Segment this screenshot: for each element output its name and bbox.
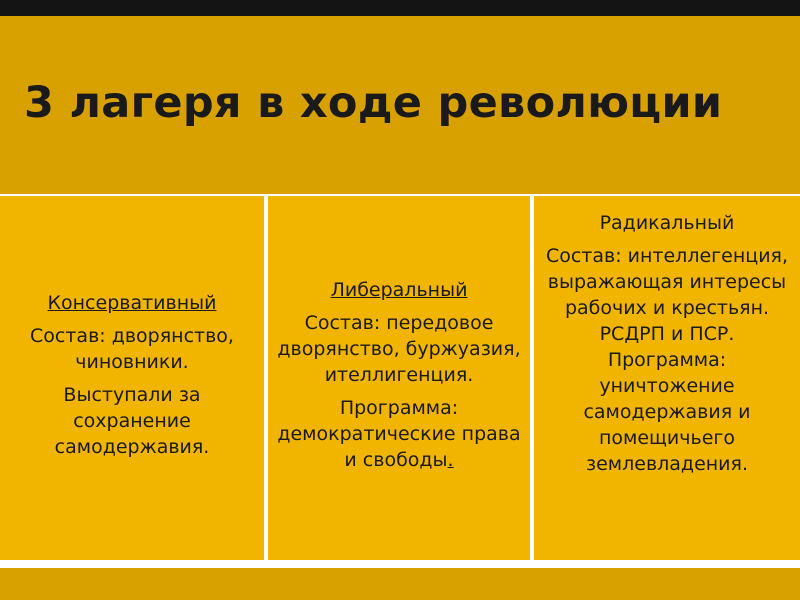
column-heading-conservative: Консервативный xyxy=(47,291,217,314)
slide-title: 3 лагеря в ходе революции xyxy=(24,78,723,128)
composition-conservative: Состав: дворянство, чиновники. xyxy=(30,324,234,373)
column-radical xyxy=(534,196,800,560)
program-liberal xyxy=(268,395,530,473)
composition-liberal: Состав: передовое дворянство, буржуазия, ителлигенция. xyxy=(277,311,521,386)
column-conservative xyxy=(0,196,264,560)
composition-radical: Состав: интеллегенция, выражающая интересы рабочих и крестьян. РСДРП и ПСР. Программа: уничтожение самодержавия и помещичьего землевладения. xyxy=(545,245,789,475)
program-text-liberal: Программа: демократические права и свободы xyxy=(277,396,521,471)
top-dark-bar xyxy=(0,0,800,16)
bottom-band xyxy=(0,568,800,600)
note-conservative: Выступали за сохранение самодержавия. xyxy=(54,383,210,458)
program-end-liberal: . xyxy=(447,448,454,471)
column-liberal xyxy=(268,196,530,560)
column-heading-radical: Радикальный xyxy=(599,212,735,234)
camps-table xyxy=(0,194,800,568)
column-heading-liberal: Либеральный xyxy=(330,278,468,301)
